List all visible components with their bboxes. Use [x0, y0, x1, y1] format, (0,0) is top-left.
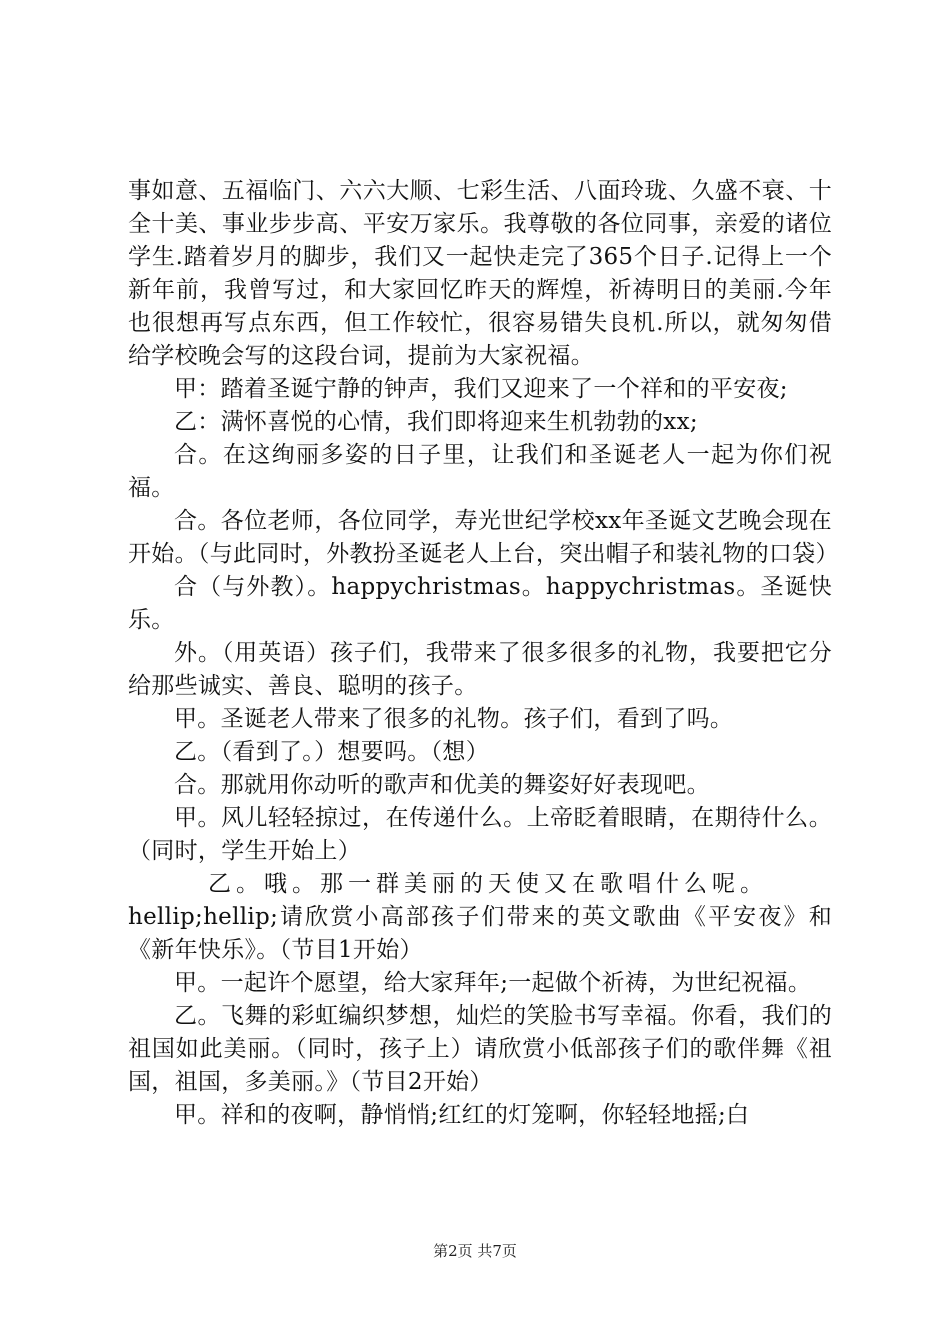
paragraph: 甲。风儿轻轻掠过，在传递什么。上帝眨着眼睛，在期待什么。（同时，学生开始上）	[128, 805, 832, 864]
paragraph: 合（与外教）。happychristmas。happychristmas。圣诞快乐。	[128, 574, 832, 633]
paragraph: hellip;hellip;请欣赏小高部孩子们带来的英文歌曲《平安夜》和《新年快乐》。（节目1开始）	[128, 904, 832, 963]
paragraph: 合。那就用你动听的歌声和优美的舞姿好好表现吧。	[174, 772, 710, 798]
document-body	[128, 175, 839, 1132]
paragraph: 甲。一起许个愿望，给大家拜年;一起做个祈祷，为世纪祝福。	[174, 970, 812, 996]
paragraph: 乙。（看到了。）想要吗。（想）	[174, 739, 489, 765]
paragraph: 甲。圣诞老人带来了很多的礼物。孩子们，看到了吗。	[174, 706, 734, 732]
paragraph: 外。（用英语）孩子们，我带来了很多很多的礼物，我要把它分给那些诚实、善良、聪明的孩子。	[128, 640, 832, 699]
paragraph: 乙。哦。那一群美丽的天使又在歌唱什么呢。	[208, 871, 768, 897]
paragraph: 合。各位老师，各位同学，寿光世纪学校xx年圣诞文艺晚会现在开始。（与此同时，外教扮圣诞老人上台，突出帽子和装礼物的口袋）	[128, 508, 839, 567]
paragraph: 乙。飞舞的彩虹编织梦想，灿烂的笑脸书写幸福。你看，我们的祖国如此美丽。（同时，孩子上）请欣赏小低部孩子们的歌伴舞《祖国，祖国，多美丽。》（节目2开始）	[128, 1003, 832, 1095]
paragraph: 合。在这绚丽多姿的日子里，让我们和圣诞老人一起为你们祝福。	[128, 442, 832, 501]
paragraph: 乙：满怀喜悦的心情，我们即将迎来生机勃勃的xx;	[174, 409, 698, 435]
page-footer: 第2页 共7页	[433, 1242, 517, 1260]
paragraph: 甲：踏着圣诞宁静的钟声，我们又迎来了一个祥和的平安夜;	[174, 376, 788, 402]
paragraph: 甲。祥和的夜啊，静悄悄;红红的灯笼啊，你轻轻地摇;白	[174, 1102, 750, 1128]
paragraph: 事如意、五福临门、六六大顺、七彩生活、八面玲珑、久盛不衰、十全十美、事业步步高、平安万家乐。我尊敬的各位同事，亲爱的诸位学生.踏着岁月的脚步，我们又一起快走完了365个日子.记得上一个新年前，我曾写过，和大家回忆昨天的辉煌，祈祷明日的美丽.今年也很想再写点东西，但工作较忙，很容易错失良机.所以，就匆匆借给学校晚会写的这段台词，提前为大家祝福。	[128, 178, 832, 369]
